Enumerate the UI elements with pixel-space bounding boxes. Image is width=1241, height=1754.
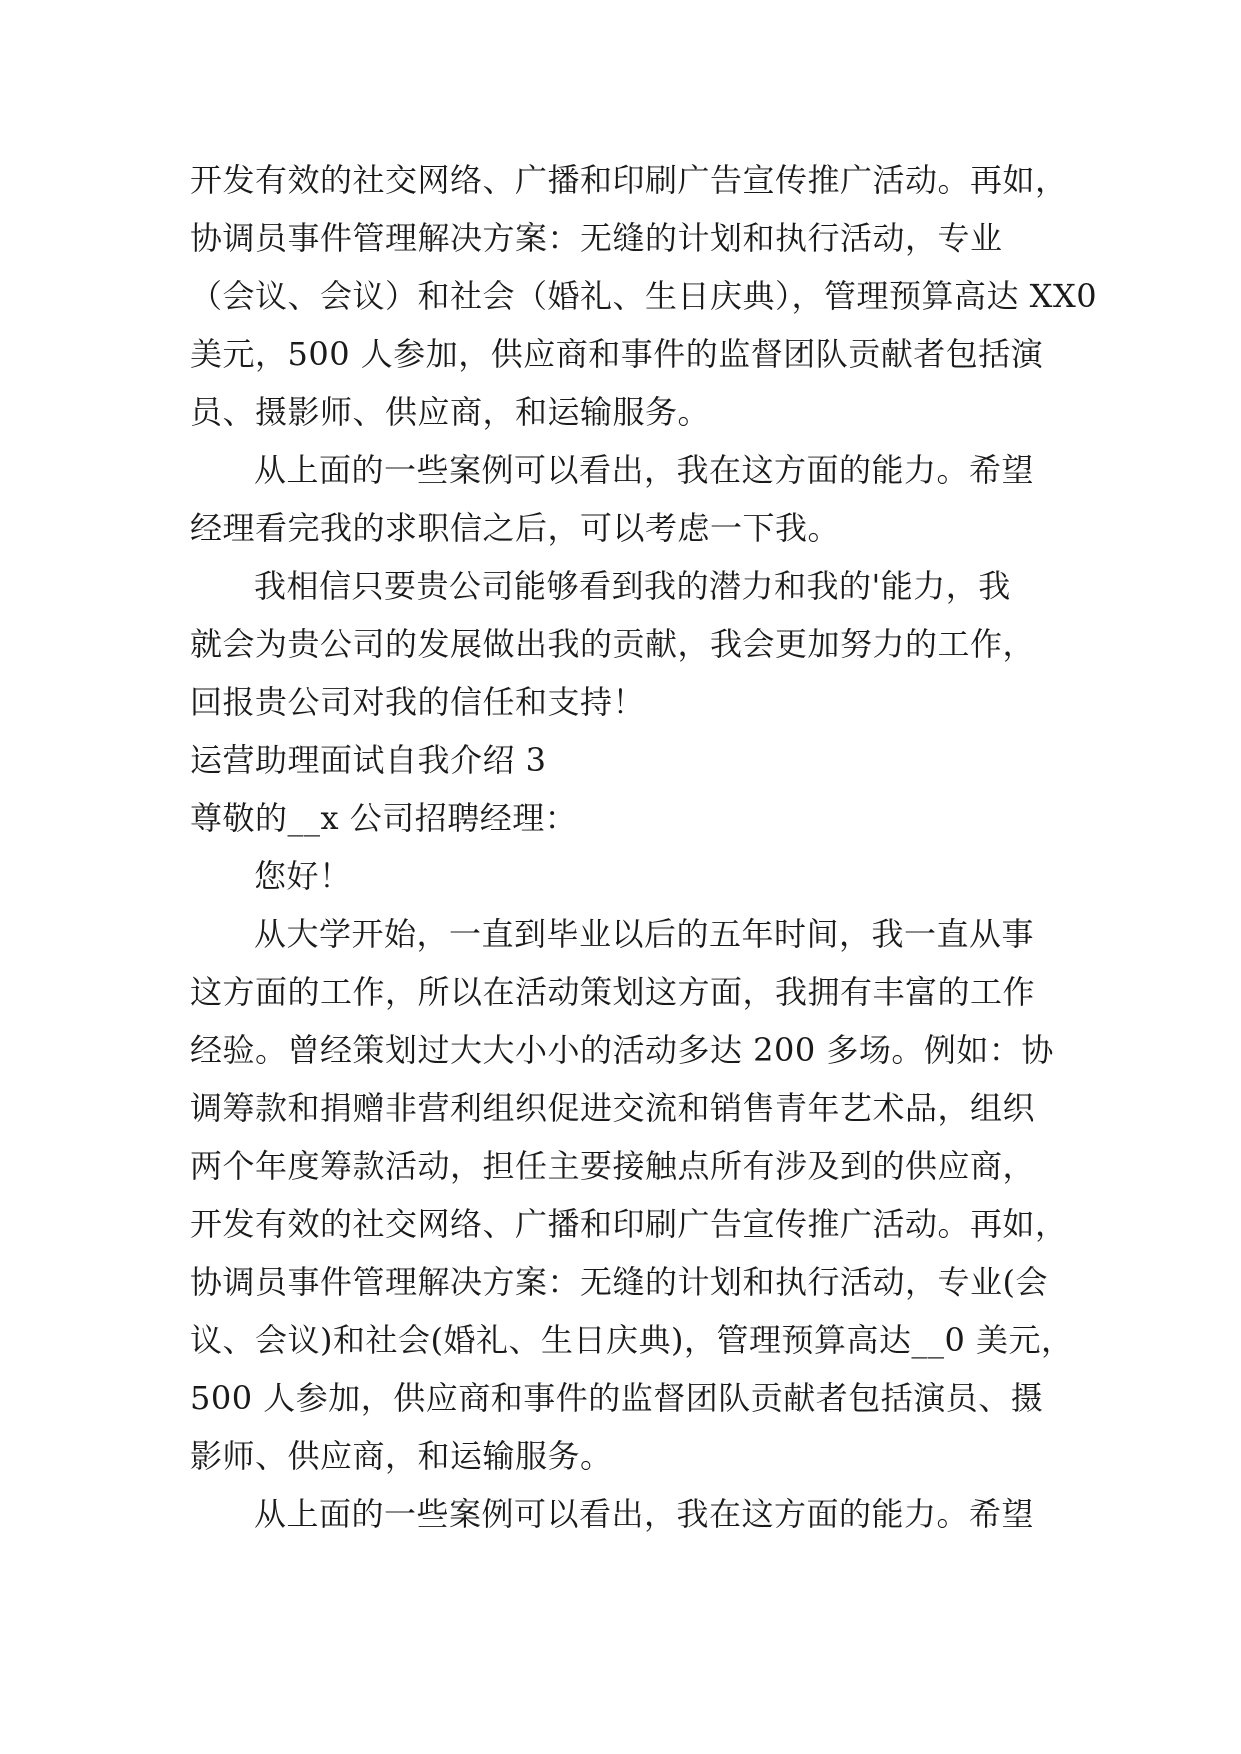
text-line: 调筹款和捐赠非营利组织促进交流和销售青年艺术品，组织	[190, 1089, 1036, 1127]
section-heading: 运营助理面试自我介绍 3	[190, 741, 547, 779]
salutation: 尊敬的__x 公司招聘经理：	[190, 799, 578, 837]
text-line: 经验。曾经策划过大大小小的活动多达 200 多场。例如：协	[190, 1031, 1054, 1069]
text-line: 影师、供应商，和运输服务。	[190, 1437, 613, 1475]
text-line: 500 人参加，供应商和事件的监督团队贡献者包括演员、摄	[190, 1379, 1044, 1417]
text-line: 从上面的一些案例可以看出，我在这方面的能力。希望	[254, 451, 1035, 489]
text-line: （会议、会议）和社会（婚礼、生日庆典），管理预算高达 XX0	[190, 277, 1098, 315]
text-line: 员、摄影师、供应商，和运输服务。	[190, 393, 711, 431]
text-line: 议、会议)和社会(婚礼、生日庆典)，管理预算高达__0 美元，	[190, 1321, 1074, 1359]
text-line: 开发有效的社交网络、广播和印刷广告宣传推广活动。再如，	[190, 1205, 1068, 1243]
text-line: 协调员事件管理解决方案：无缝的计划和执行活动，专业(会	[190, 1263, 1048, 1301]
greeting: 您好！	[254, 857, 352, 895]
text-line: 就会为贵公司的发展做出我的贡献，我会更加努力的工作，	[190, 625, 1036, 663]
text-line: 从上面的一些案例可以看出，我在这方面的能力。希望	[254, 1495, 1035, 1533]
text-line: 协调员事件管理解决方案：无缝的计划和执行活动，专业	[190, 219, 1003, 257]
text-line: 开发有效的社交网络、广播和印刷广告宣传推广活动。再如，	[190, 161, 1068, 199]
text-line: 这方面的工作，所以在活动策划这方面，我拥有丰富的工作	[190, 973, 1036, 1011]
text-line: 从大学开始，一直到毕业以后的五年时间，我一直从事	[254, 915, 1035, 953]
text-line: 回报贵公司对我的信任和支持！	[190, 683, 646, 721]
text-line: 两个年度筹款活动，担任主要接触点所有涉及到的供应商，	[190, 1147, 1036, 1185]
text-line: 经理看完我的求职信之后，可以考虑一下我。	[190, 509, 841, 547]
text-line: 我相信只要贵公司能够看到我的潜力和我的'能力，我	[254, 567, 1011, 605]
text-line: 美元，500 人参加，供应商和事件的监督团队贡献者包括演	[190, 335, 1044, 373]
